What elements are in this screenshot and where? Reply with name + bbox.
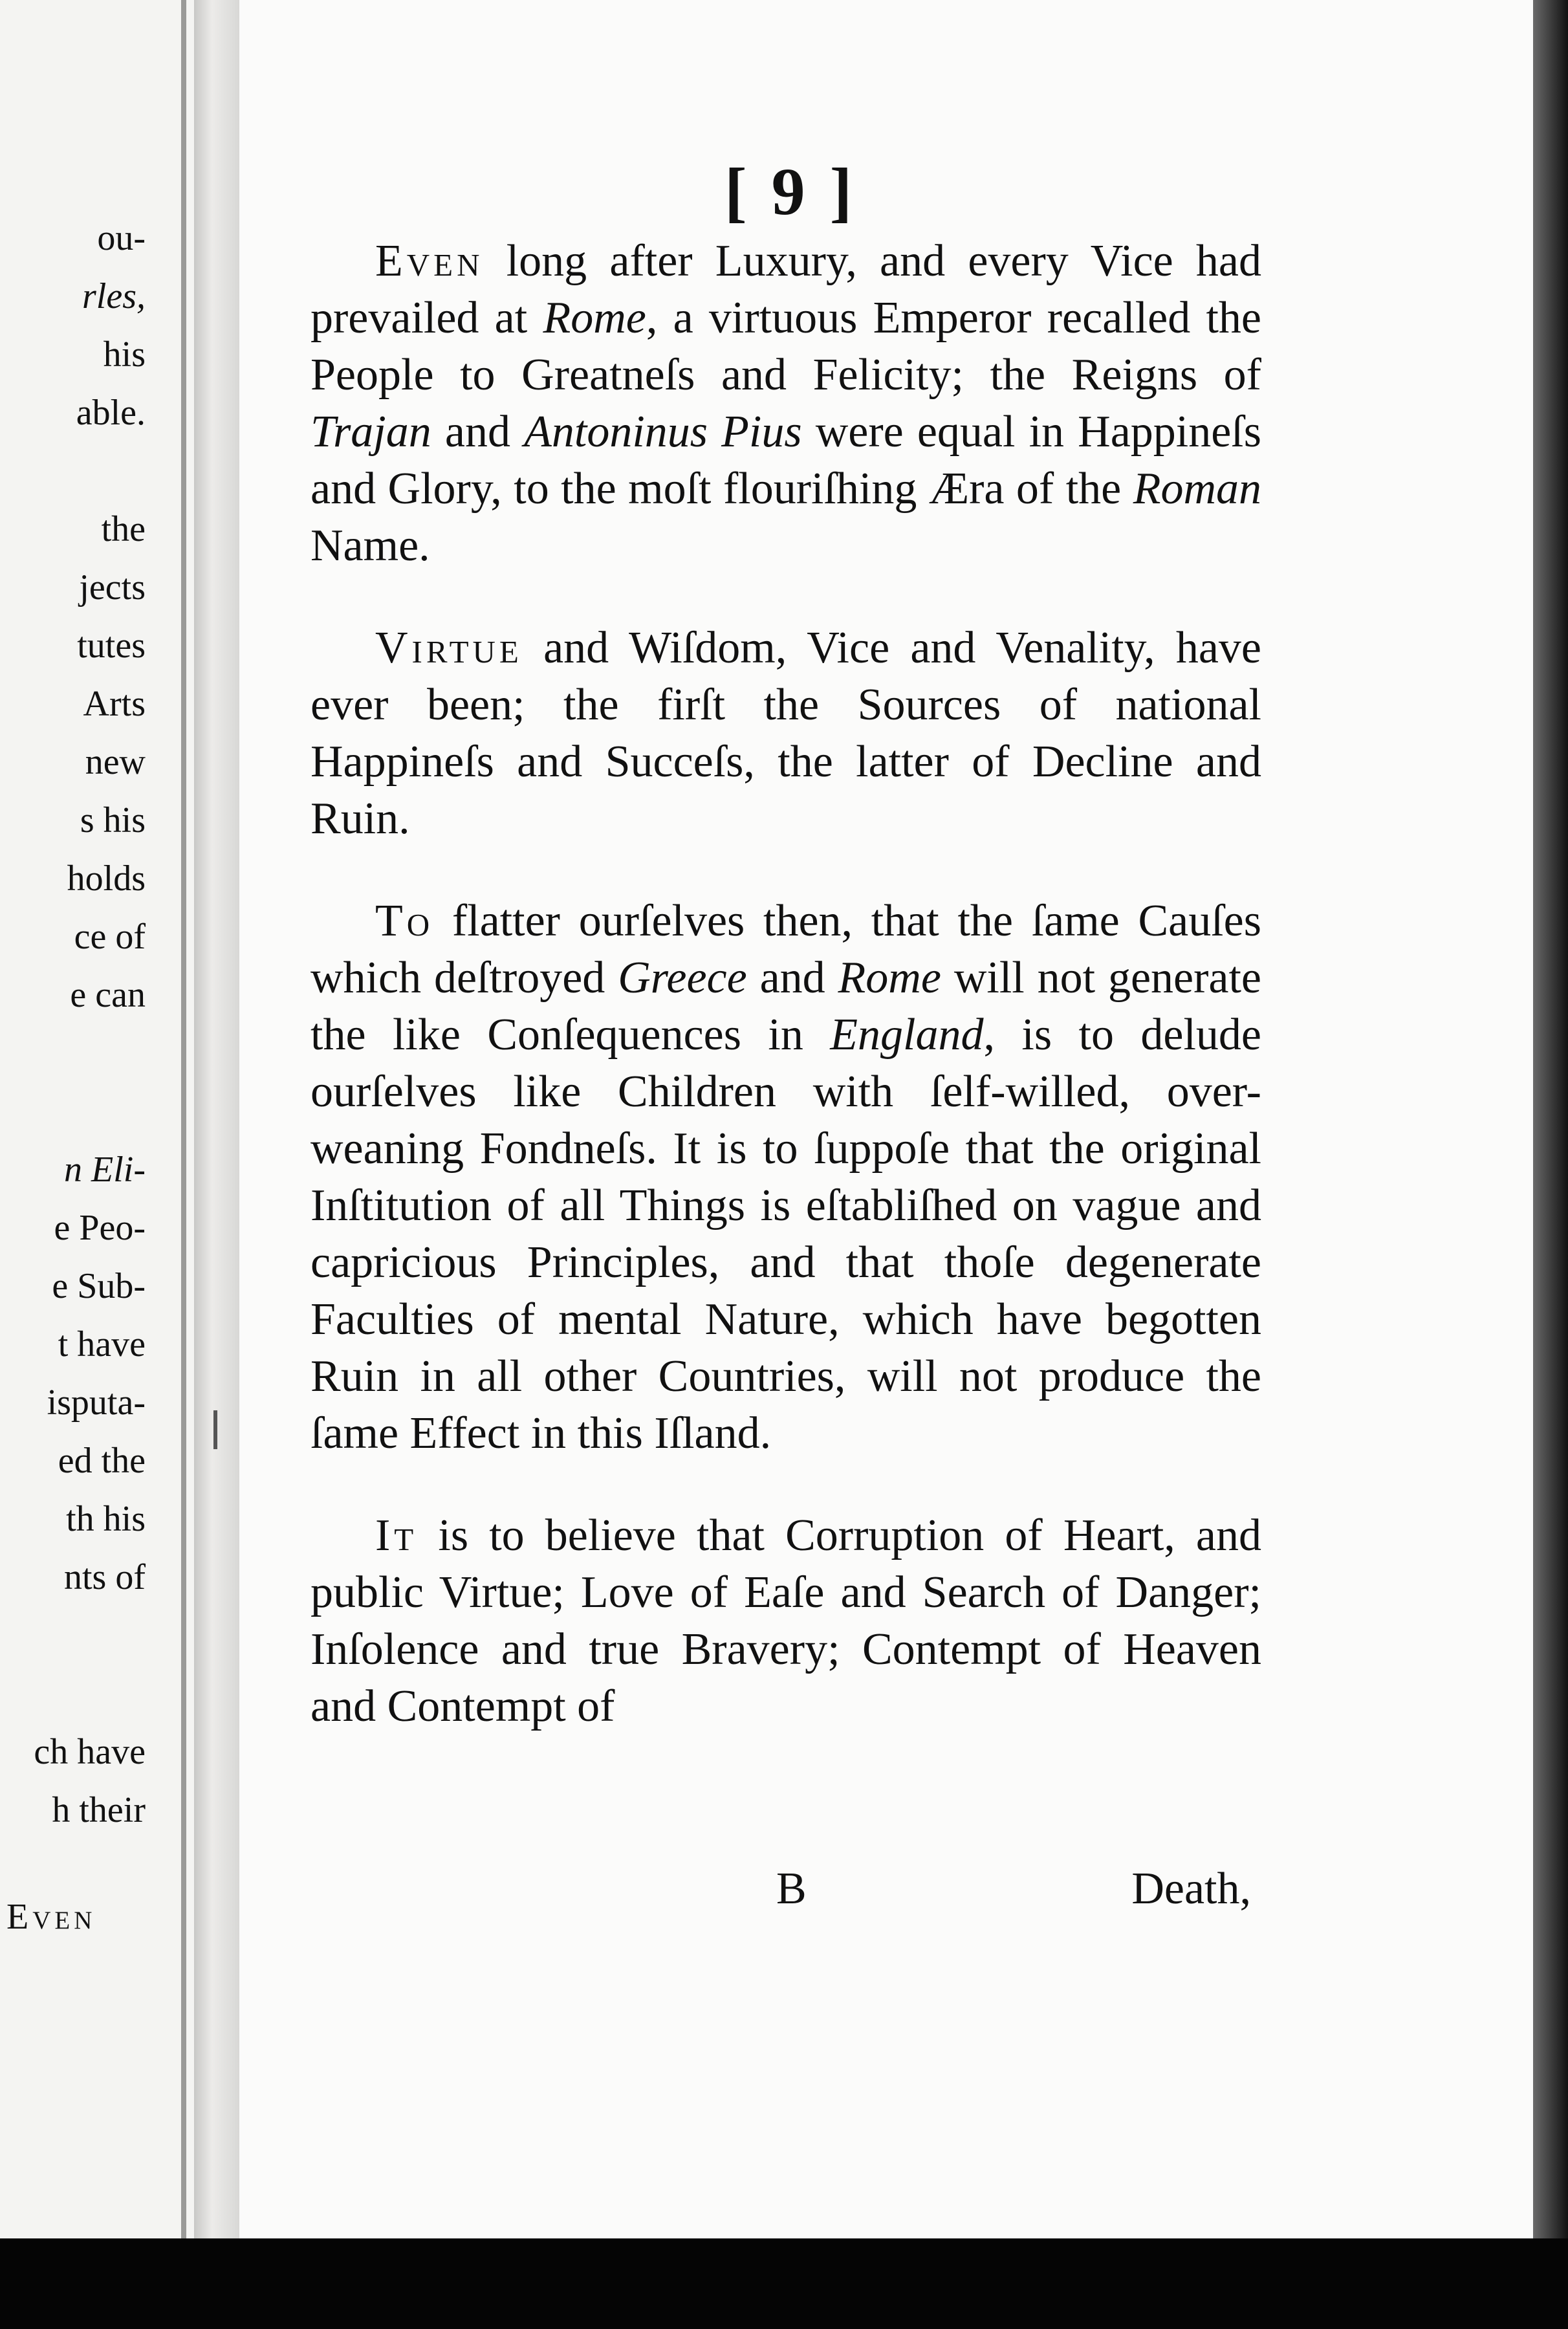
paragraph-1 (310, 233, 1261, 574)
margin-mark (213, 1410, 217, 1449)
catchword: Death, (1131, 1864, 1251, 1914)
paragraph-text: flatter ourſelves then, that the ſame Cauſes which deſtroyed Greece and Rome will not generate the like Conſequences in England, is to delude ourſelves like Children with ſelf-willed, over-weaning Fondneſs. It is to ſuppoſe that the original Inſtitution of all Things is eſtabliſhed on vague and capricious Principles, and that thoſe degenerate Faculties of mental Nature, which have begotten Ruin in all other Countries, will not produce the ſame Effect in this Iſland. (310, 896, 1261, 1458)
paragraph-lead: It (375, 1511, 418, 1560)
paragraph-text: long after Luxury, and every Vice had prevailed at Rome, a virtuous Emperor recalled the People to Greatneſs and Felicity; the Reigns of Trajan and Antoninus Pius were equal in Happineſs and Glory, to the moſt flouriſhing Æra of the Roman Name. (310, 236, 1261, 571)
page-edge-shadow (1533, 0, 1568, 2264)
previous-page-catchword: Even (6, 1897, 96, 1937)
previous-page-line: holds (67, 858, 146, 899)
previous-page-line: s his (80, 800, 146, 840)
previous-page-line: nts of (64, 1557, 146, 1597)
previous-page-line: t have (58, 1324, 146, 1364)
paragraph-2 (310, 620, 1261, 847)
previous-page-line: ed the (58, 1441, 146, 1481)
scan-background (0, 2238, 1568, 2329)
paragraph-lead: To (375, 896, 434, 946)
previous-page-line: jects (79, 567, 146, 607)
previous-page-line: the (101, 509, 146, 549)
previous-page-line: e Sub- (52, 1266, 146, 1306)
previous-page-line: n Eli- (64, 1150, 146, 1190)
book-gutter (194, 0, 239, 2238)
previous-page-line: new (85, 742, 146, 782)
previous-page-line: able. (76, 393, 146, 433)
page-number: [ 9 ] (724, 155, 856, 229)
body-text (310, 233, 1261, 1735)
previous-page-line: ou- (97, 218, 146, 258)
previous-page-line: tutes (77, 626, 146, 666)
previous-page-line: ch have (34, 1732, 146, 1772)
previous-page-line: rles, (82, 276, 146, 316)
previous-page-line: his (103, 334, 146, 375)
paragraph-text: and Wiſdom, Vice and Venality, have ever been; the firſt the Sources of national Happineſs and Succeſs, the latter of Decline and Ruin. (310, 623, 1261, 844)
previous-page-line: isputa- (47, 1383, 146, 1423)
previous-page-line: Arts (83, 684, 146, 724)
paragraph-lead: Even (375, 236, 484, 286)
previous-page-line: h their (52, 1790, 146, 1830)
previous-page-line: e can (70, 975, 146, 1015)
signature-mark: B (776, 1864, 807, 1914)
previous-page-line: e Peo- (54, 1208, 146, 1248)
previous-page-edge (0, 0, 194, 2238)
paragraph-3 (310, 893, 1261, 1462)
previous-page-line: ce of (74, 917, 146, 957)
paragraph-lead: Virtue (375, 623, 523, 673)
page-fold-shadow (181, 0, 186, 2238)
paragraph-text: is to believe that Corruption of Heart, and public Virtue; Love of Eaſe and Search of Danger; Inſolence and true Bravery; Contempt of Heaven and Contempt of (310, 1511, 1261, 1731)
paragraph-4 (310, 1507, 1261, 1735)
previous-page-line: th his (66, 1499, 146, 1539)
